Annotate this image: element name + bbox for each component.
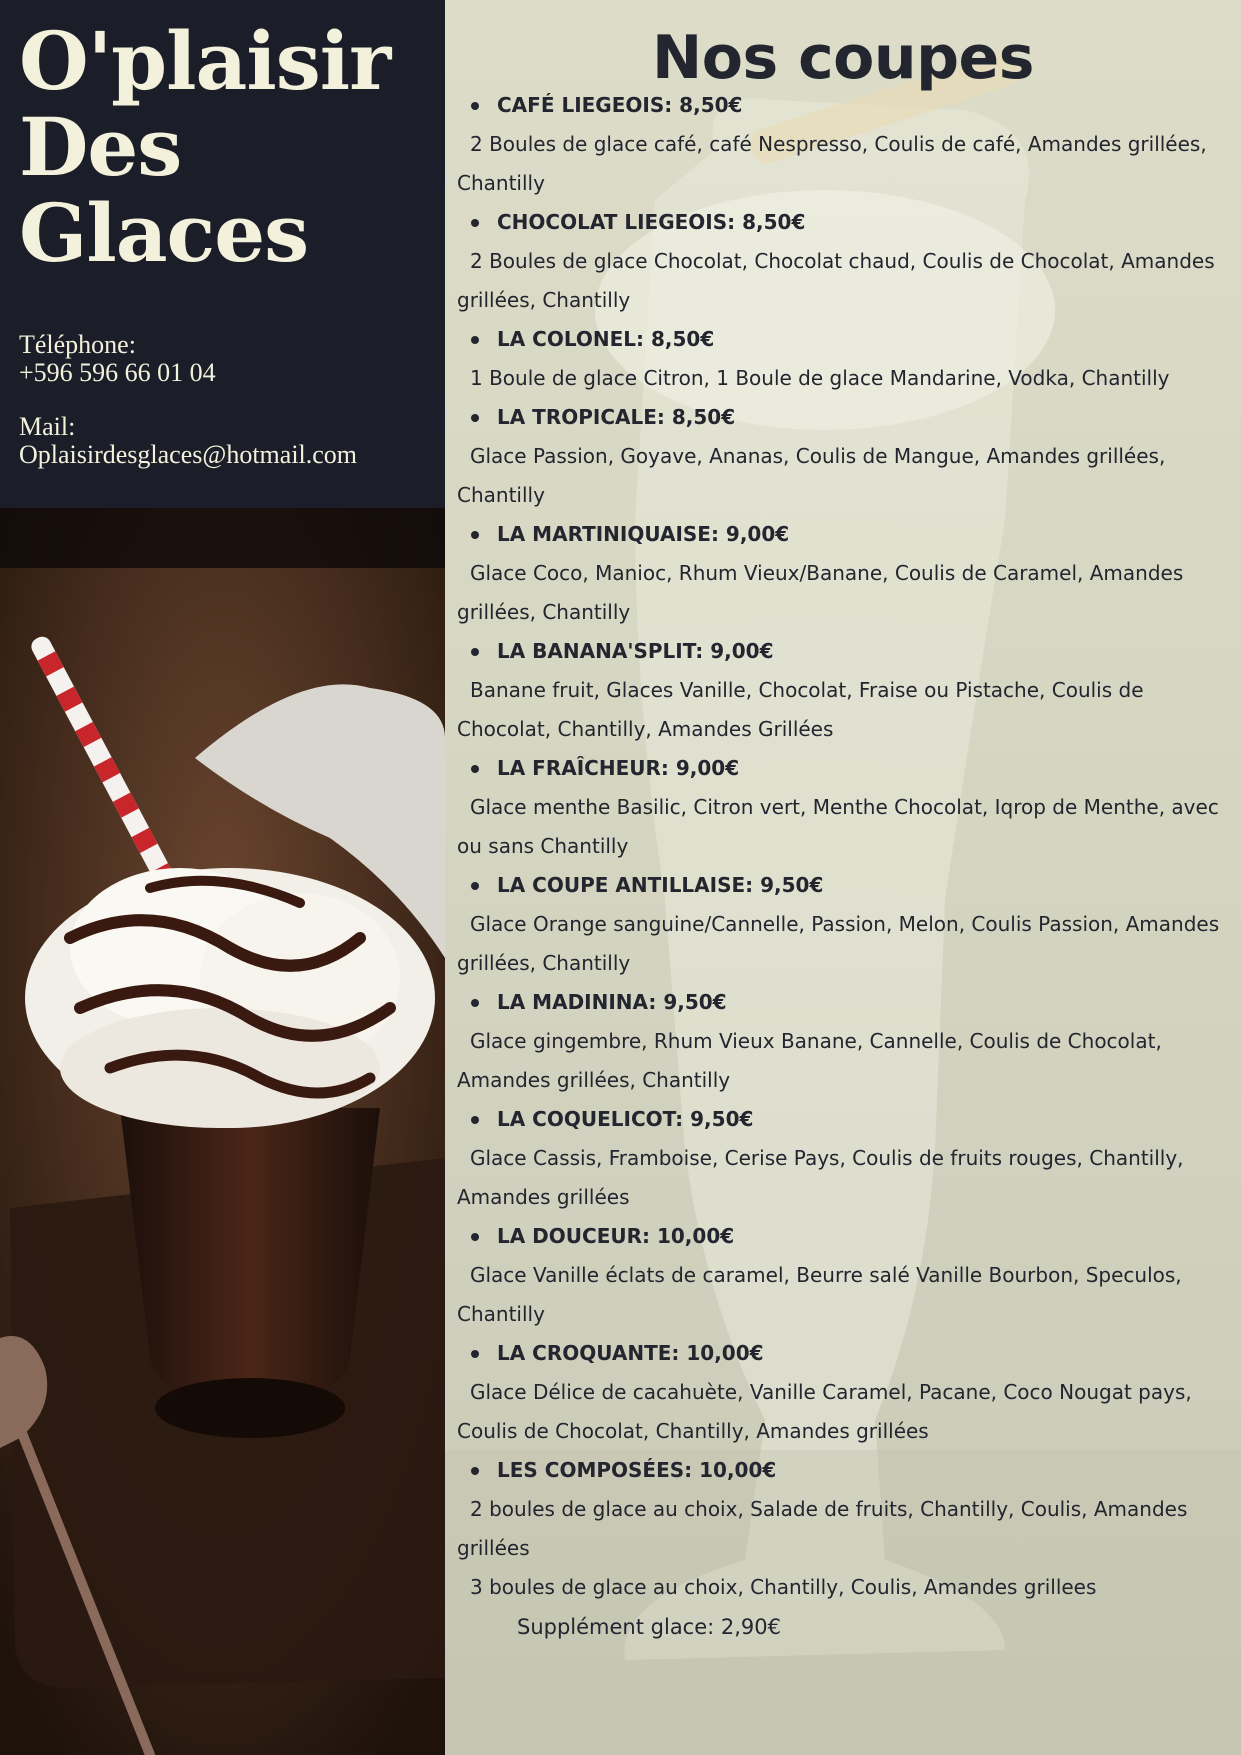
menu-item-description: Banane fruit, Glaces Vanille, Chocolat, Fraise ou Pistache, Coulis de Chocolat, Chantilly, Amandes Grillées: [457, 678, 1144, 741]
menu-item-description: Glace Passion, Goyave, Ananas, Coulis de Mangue, Amandes grillées, Chantilly: [457, 444, 1166, 507]
menu-item-name: LA COUPE ANTILLAISE: 9,50€: [457, 866, 1237, 905]
menu-item: [457, 632, 1237, 749]
phone-contact: [19, 331, 445, 387]
menu-item-description: Glace menthe Basilic, Citron vert, Menthe Chocolat, Iqrop de Menthe, avec ou sans Chantilly: [457, 795, 1219, 858]
menu-item: [457, 1217, 1237, 1334]
brand-line-3: Glaces: [19, 186, 309, 280]
mail-address[interactable]: Oplaisirdesglaces@hotmail.com: [19, 440, 358, 469]
brand-title: [19, 14, 445, 280]
menu-item-description: Glace Délice de cacahuète, Vanille Caramel, Pacane, Coco Nougat pays, Coulis de Chocolat, Chantilly, Amandes grillées: [457, 1380, 1192, 1443]
menu-item: [457, 203, 1237, 320]
menu-panel: [445, 0, 1241, 1755]
menu-item-description: 2 Boules de glace café, café Nespresso, Coulis de café, Amandes grillées, Chantilly: [457, 132, 1207, 195]
mail-label: Mail:: [19, 412, 76, 441]
menu-item-description: Glace Cassis, Framboise, Cerise Pays, Coulis de fruits rouges, Chantilly, Amandes grillées: [457, 1146, 1184, 1209]
menu-item-name: LA FRAÎCHEUR: 9,00€: [457, 749, 1237, 788]
menu-item-description: Glace Orange sanguine/Cannelle, Passion, Melon, Coulis Passion, Amandes grillées, Chantilly: [457, 912, 1220, 975]
phone-number[interactable]: +596 596 66 01 04: [19, 358, 216, 387]
menu-item: [457, 1334, 1237, 1451]
menu-list: [457, 86, 1237, 1647]
menu-item-name: LA MARTINIQUAISE: 9,00€: [457, 515, 1237, 554]
brand-line-1: O'plaisir: [19, 14, 391, 108]
menu-item-description: Glace gingembre, Rhum Vieux Banane, Cannelle, Coulis de Chocolat, Amandes grillées, Chantilly: [457, 1029, 1162, 1092]
menu-item-name: CHOCOLAT LIEGEOIS: 8,50€: [457, 203, 1237, 242]
menu-item-name: LA COLONEL: 8,50€: [457, 320, 1237, 359]
menu-item-name: LA DOUCEUR: 10,00€: [457, 1217, 1237, 1256]
menu-item-name: LES COMPOSÉES: 10,00€: [457, 1451, 1237, 1490]
brand-line-2: Des: [19, 100, 182, 194]
menu-item-description: 1 Boule de glace Citron, 1 Boule de glace Mandarine, Vodka, Chantilly: [470, 366, 1170, 390]
mail-contact: [19, 413, 445, 469]
menu-extra-line: 3 boules de glace au choix, Chantilly, Coulis, Amandes grillees: [470, 1575, 1097, 1599]
menu-title: Nos coupes: [652, 23, 1034, 93]
menu-item: [457, 749, 1237, 866]
menu-item-name: LA CROQUANTE: 10,00€: [457, 1334, 1237, 1373]
brand-header: [0, 0, 445, 508]
menu-item: [457, 320, 1237, 398]
menu-item: [457, 515, 1237, 632]
menu-item: [457, 866, 1237, 983]
menu-item: [457, 1100, 1237, 1217]
menu-item: [457, 86, 1237, 203]
menu-item: [457, 1451, 1237, 1568]
supplement-price: Supplément glace: 2,90€: [517, 1615, 782, 1639]
menu-item: [457, 983, 1237, 1100]
menu-item: [457, 398, 1237, 515]
phone-label: Téléphone:: [19, 330, 136, 359]
menu-item-description: 2 boules de glace au choix, Salade de fruits, Chantilly, Coulis, Amandes grillées: [457, 1497, 1188, 1560]
menu-item-name: LA BANANA'SPLIT: 9,00€: [457, 632, 1237, 671]
dessert-photo: [0, 508, 445, 1755]
menu-item-description: Glace Coco, Manioc, Rhum Vieux/Banane, Coulis de Caramel, Amandes grillées, Chantilly: [457, 561, 1184, 624]
menu-item-description: 2 Boules de glace Chocolat, Chocolat chaud, Coulis de Chocolat, Amandes grillées, Chantilly: [457, 249, 1215, 312]
menu-item-name: CAFÉ LIEGEOIS: 8,50€: [457, 86, 1237, 125]
chocolate-sundae-illustration: [0, 508, 445, 1755]
menu-item-description: Glace Vanille éclats de caramel, Beurre salé Vanille Bourbon, Speculos, Chantilly: [457, 1263, 1182, 1326]
menu-item-name: LA COQUELICOT: 9,50€: [457, 1100, 1237, 1139]
menu-item-name: LA MADININA: 9,50€: [457, 983, 1237, 1022]
menu-item-name: LA TROPICALE: 8,50€: [457, 398, 1237, 437]
